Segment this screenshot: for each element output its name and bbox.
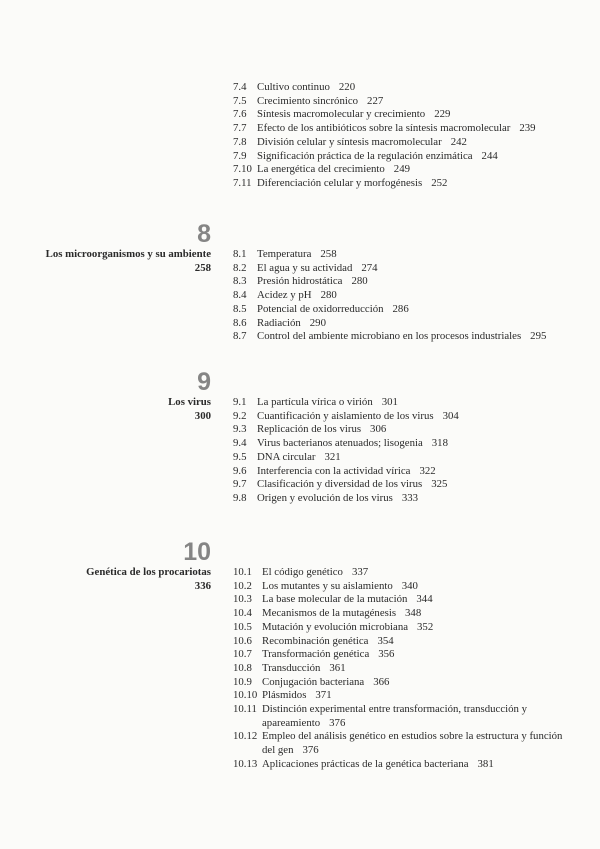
entry-title: El agua y su actividad (257, 261, 353, 274)
entry-page: 376 (329, 716, 346, 729)
entry-page: 306 (370, 423, 387, 436)
entry-number: 10.6 (233, 634, 252, 647)
entry-title: DNA circular (257, 450, 316, 463)
entry-page: 325 (431, 478, 448, 491)
entry-page: 239 (519, 122, 536, 135)
entry-list (233, 248, 573, 344)
entry-number: 7.8 (233, 135, 247, 148)
entry-title: Plásmidos (262, 689, 307, 702)
entry-title: Diferenciación celular y morfogénesis (257, 176, 423, 189)
chapter-title-block (11, 396, 211, 423)
toc-entry[interactable] (233, 607, 573, 621)
entry-page: 318 (431, 437, 448, 450)
toc-entry[interactable] (233, 95, 573, 109)
entry-title: Replicación de los virus (257, 423, 362, 436)
entry-title: Cultivo continuo (257, 81, 330, 93)
chapter-number: 10 (183, 538, 211, 566)
chapter-title-block (11, 248, 211, 275)
entry-number: 9.2 (233, 409, 247, 422)
entry-list (233, 81, 573, 191)
entry-page: 258 (320, 248, 337, 260)
entry-page: 321 (324, 450, 341, 463)
entry-title: Los mutantes y su aislamiento (262, 579, 393, 592)
entry-page: 286 (392, 302, 409, 315)
entry-page: 381 (477, 757, 494, 770)
entry-title: Radiación (257, 316, 301, 329)
toc-entry[interactable] (233, 662, 573, 676)
entry-title: La partícula vírica o virión (257, 396, 373, 408)
toc-entry[interactable] (233, 396, 573, 410)
entry-number: 9.4 (233, 437, 247, 450)
entry-number: 7.6 (233, 108, 247, 121)
entry-page: 229 (434, 108, 451, 121)
entry-number: 10.13 (233, 757, 258, 770)
entry-title: Acidez y pH (257, 289, 312, 302)
entry-title: Síntesis macromolecular y crecimiento (257, 108, 426, 121)
toc-entry[interactable] (233, 122, 573, 136)
chapter-title-block (11, 566, 211, 593)
chapter-page: 258 (194, 261, 211, 274)
toc-entry[interactable] (233, 451, 573, 465)
entry-page: 333 (401, 491, 419, 504)
chapter-number: 9 (197, 368, 211, 396)
entry-title: Aplicaciones prácticas de la genética bacteriana (262, 757, 469, 770)
entry-page: 249 (393, 163, 410, 176)
entry-page: 354 (377, 634, 394, 647)
entry-title: Distinción experimental entre transformación, transducción y apareamiento (262, 703, 528, 729)
entry-number: 9.8 (233, 491, 247, 504)
entry-number: 7.4 (233, 81, 247, 93)
entry-number: 7.7 (233, 122, 247, 135)
entry-title: La base molecular de la mutación (262, 593, 408, 606)
entry-number: 8.3 (233, 275, 247, 288)
entry-title: La energética del crecimiento (257, 163, 385, 176)
entry-page: 337 (351, 566, 369, 578)
chapter-title: Los microorganismos y su ambiente (45, 248, 211, 260)
toc-entry[interactable] (233, 730, 573, 757)
entry-page: 252 (431, 176, 448, 189)
entry-title: Origen y evolución de los virus (257, 491, 393, 504)
toc-entry[interactable] (233, 758, 573, 772)
entry-title: Virus bacterianos atenuados; lisogenia (257, 437, 423, 450)
entry-number: 8.6 (233, 316, 247, 329)
entry-title: Control del ambiente microbiano en los procesos industriales (257, 330, 522, 343)
toc-entry[interactable] (233, 150, 573, 164)
toc-entry[interactable] (233, 317, 573, 331)
entry-title: Crecimiento sincrónico (257, 94, 359, 107)
entry-number: 7.10 (233, 163, 252, 176)
entry-number: 10.9 (233, 675, 252, 688)
entry-page: 290 (309, 316, 326, 329)
toc-entry[interactable] (233, 566, 573, 580)
toc-entry[interactable] (233, 593, 573, 607)
entry-number: 8.4 (233, 289, 247, 302)
entry-number: 10.3 (233, 593, 252, 606)
entry-page: 366 (373, 675, 390, 688)
entry-page: 352 (417, 620, 434, 633)
toc-entry[interactable] (233, 437, 573, 451)
toc-entry[interactable] (233, 289, 573, 303)
entry-number: 10.10 (233, 689, 258, 702)
entry-title: Mutación y evolución microbiana (262, 620, 409, 633)
toc-entry[interactable] (233, 177, 573, 191)
entry-title: División celular y síntesis macromolecular (257, 135, 442, 148)
entry-number: 7.9 (233, 149, 247, 162)
entry-page: 348 (405, 607, 422, 620)
entry-page: 244 (481, 149, 498, 162)
entry-title: Cuantificación y aislamiento de los virus (257, 409, 434, 422)
entry-number: 8.2 (233, 261, 247, 274)
entry-page: 295 (530, 330, 547, 343)
entry-number: 10.7 (233, 648, 252, 661)
toc-entry[interactable] (233, 703, 573, 730)
entry-number: 7.11 (233, 176, 252, 189)
entry-page: 280 (320, 289, 337, 302)
entry-number: 8.5 (233, 302, 247, 315)
entry-number: 9.7 (233, 478, 247, 491)
entry-page: 227 (367, 94, 384, 107)
entry-number: 9.3 (233, 423, 247, 436)
entry-list (233, 396, 573, 506)
entry-title: Transformación genética (262, 648, 370, 661)
entry-title: Empleo del análisis genético en estudios sobre la estructura y función del gen (262, 730, 563, 757)
toc-entry[interactable] (233, 81, 573, 95)
chapter-title: Genética de los procariotas (86, 566, 211, 578)
entry-title: Transducción (262, 661, 321, 674)
entry-page: 304 (442, 409, 459, 422)
entry-list (233, 566, 573, 772)
toc-entry[interactable] (233, 136, 573, 150)
toc-entry[interactable] (233, 648, 573, 662)
toc-entry[interactable] (233, 676, 573, 690)
entry-title: Mecanismos de la mutagénesis (262, 607, 397, 620)
toc-entry[interactable] (233, 275, 573, 289)
entry-number: 10.12 (233, 730, 258, 743)
entry-number: 8.1 (233, 248, 247, 260)
entry-number: 10.2 (233, 579, 252, 592)
toc-entry[interactable] (233, 108, 573, 122)
entry-page: 344 (416, 593, 433, 606)
entry-page: 274 (361, 261, 378, 274)
entry-number: 8.7 (233, 330, 247, 343)
toc-entry[interactable] (233, 330, 573, 344)
chapter-number: 8 (197, 220, 211, 248)
entry-title: Interferencia con la actividad vírica (257, 464, 411, 477)
entry-number: 10.8 (233, 661, 252, 674)
toc-entry[interactable] (233, 465, 573, 479)
toc-entry[interactable] (233, 262, 573, 276)
entry-page: 280 (351, 275, 368, 288)
entry-page: 371 (315, 689, 332, 702)
toc-entry[interactable] (233, 621, 573, 635)
entry-number: 10.11 (233, 703, 257, 716)
chapter-page: 300 (194, 409, 211, 422)
entry-number: 9.6 (233, 464, 247, 477)
toc-entry[interactable] (233, 248, 573, 262)
entry-title: Potencial de oxidorreducción (257, 302, 384, 315)
chapter-page: 336 (194, 579, 211, 592)
entry-page: 356 (378, 648, 395, 661)
entry-number: 10.5 (233, 620, 252, 633)
toc-entry[interactable] (233, 580, 573, 594)
toc-entry[interactable] (233, 478, 573, 492)
toc-entry[interactable] (233, 492, 573, 506)
entry-number: 10.4 (233, 607, 252, 620)
entry-title: Presión hidrostática (257, 275, 343, 288)
entry-page: 376 (302, 744, 319, 757)
entry-page: 220 (338, 81, 356, 93)
entry-page: 361 (329, 661, 346, 674)
entry-title: Clasificación y diversidad de los virus (257, 478, 423, 491)
entry-number: 9.5 (233, 450, 247, 463)
entry-page: 322 (419, 464, 436, 477)
entry-number: 10.1 (233, 566, 252, 578)
entry-title: Conjugación bacteriana (262, 675, 365, 688)
toc-entry[interactable] (233, 635, 573, 649)
entry-title: Temperatura (257, 248, 312, 260)
entry-title: El código genético (262, 566, 343, 578)
toc-entry[interactable] (233, 163, 573, 177)
entry-title: Recombinación genética (262, 634, 369, 647)
entry-title: Efecto de los antibióticos sobre la síntesis macromolecular (257, 122, 511, 135)
toc-entry[interactable] (233, 303, 573, 317)
entry-title: Significación práctica de la regulación enzimática (257, 149, 473, 162)
chapter-title: Los virus (168, 396, 211, 408)
entry-page: 301 (381, 396, 398, 408)
entry-number: 7.5 (233, 94, 247, 107)
entry-page: 242 (450, 135, 467, 148)
toc-entry[interactable] (233, 410, 573, 424)
toc-entry[interactable] (233, 423, 573, 437)
entry-page: 340 (401, 579, 418, 592)
toc-entry[interactable] (233, 689, 573, 703)
entry-number: 9.1 (233, 396, 247, 408)
